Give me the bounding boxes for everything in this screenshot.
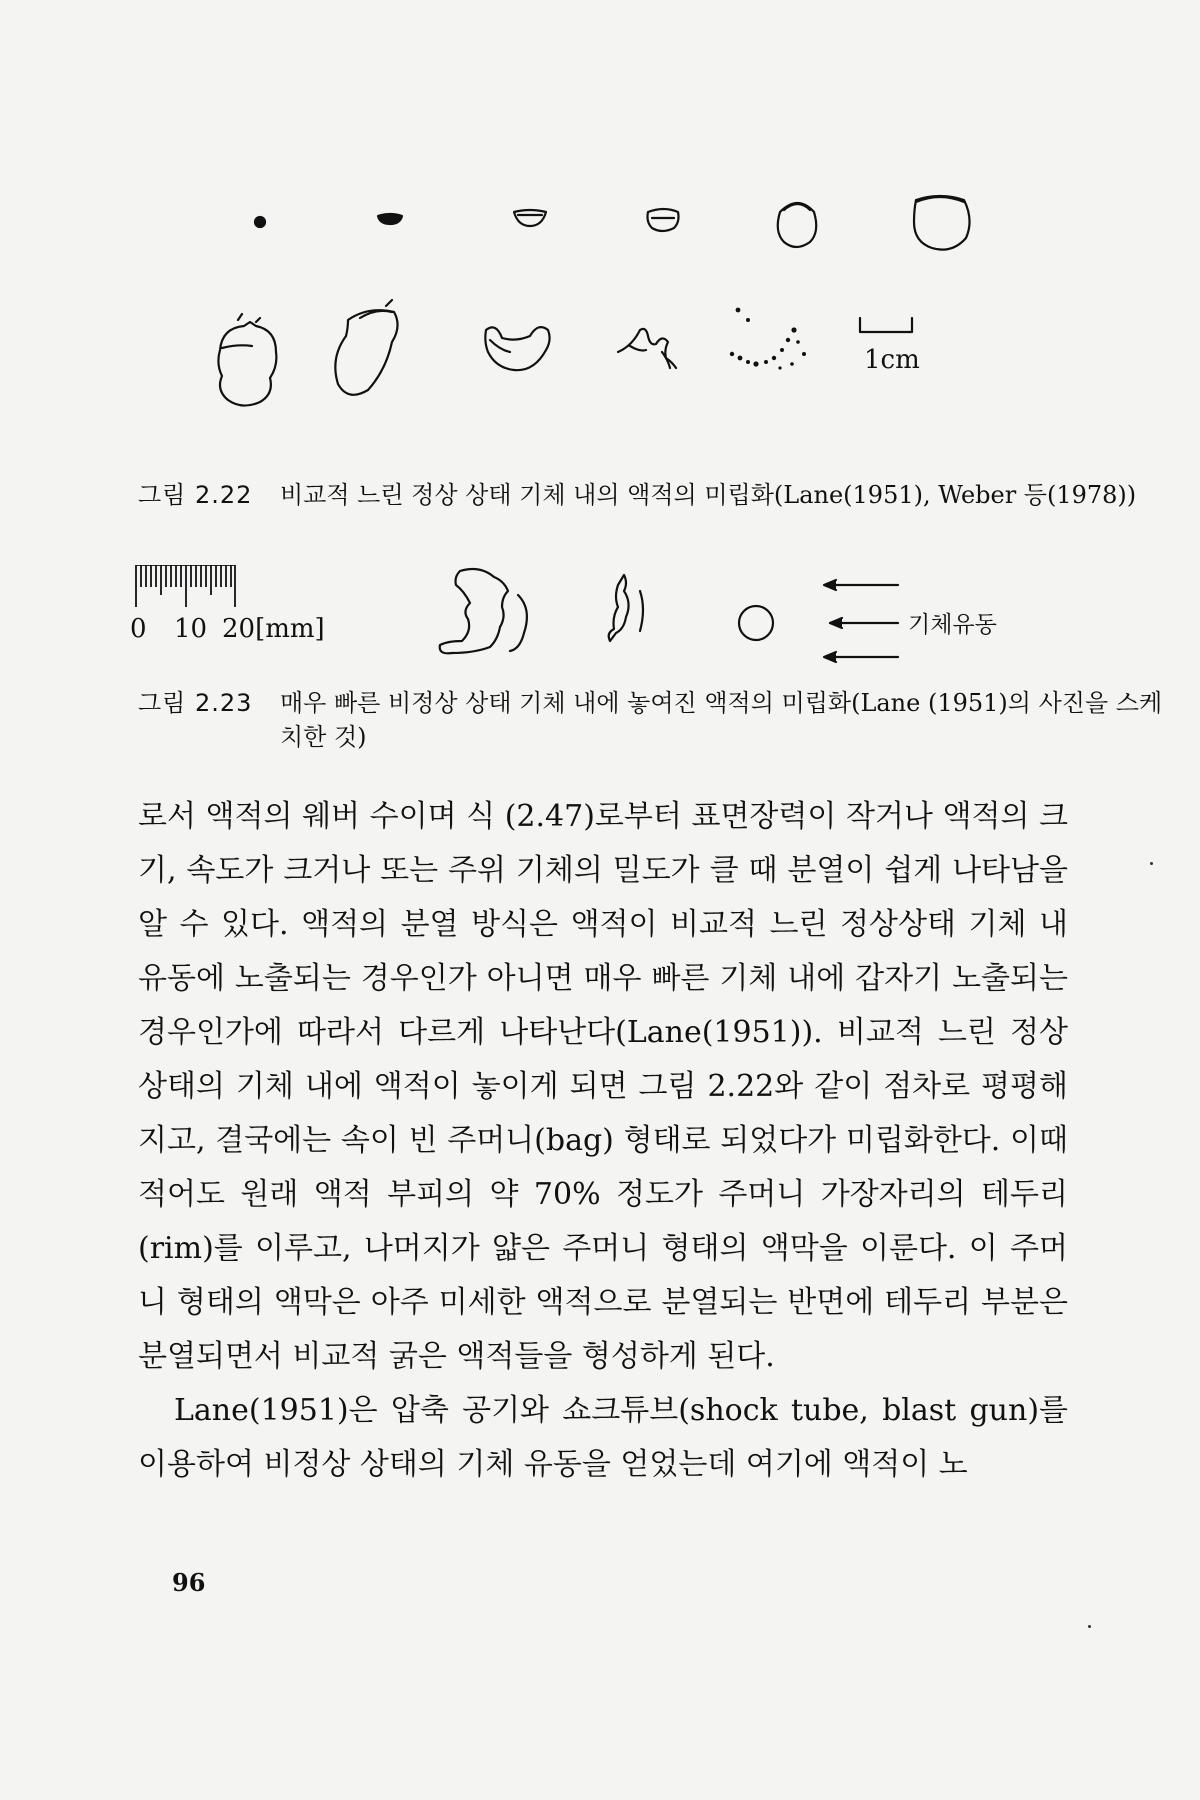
flow-label: 기체유동 <box>908 612 997 638</box>
droplet-stage-3 <box>514 210 546 226</box>
scan-speck <box>1150 862 1153 865</box>
ruler-tick-0: 0 <box>130 614 147 644</box>
paragraph-2: Lane(1951)은 압축 공기와 쇼크튜브(shock tube, blast gun)를 이용하여 비정상 상태의 기체 유동을 얻었는데 여기에 액적이 노 <box>138 1393 1068 1482</box>
caption-number: 그림 2.23 <box>138 689 253 717</box>
ruler-tick-10: 10 <box>174 614 208 644</box>
caption-text: 매우 빠른 비정상 상태 기체 내에 놓여진 액적의 미립화(Lane (1951)의 사진을 스케치한 것) <box>280 689 1163 751</box>
droplet-sheared-small <box>609 575 629 641</box>
body-text <box>138 790 1068 1492</box>
paragraph-1: 로서 액적의 웨버 수이며 식 (2.47)로부터 표면장력이 작거나 액적의 크기, 속도가 크거나 또는 주위 기체의 밀도가 클 때 분열이 쉽게 나타남을 알 수 있다. 액적의 분열 방식은 액적이 비교적 느린 정상상태 기체 내 유동에 노출되는 경우인가 아니면 매우 빠른 기체 내에 갑자기 노출되는 경우인가에 따라서 다르게 나타난다(Lane(1951)). 비교적 느린 정상상태의 기체 내에 액적이 놓이게 되면 그림 2.22와 같이 점차로 평평해지고, 결국에는 속이 빈 주머니(bag) 형태로 되었다가 미립화한다. 이때 적어도 원래 액적 부피의 약 70% 정도가 주머니 가장자리의 테두리(rim)를 이루고, 나머지가 얇은 주머니 형태의 액막을 이룬다. 이 주머니 형태의 액막은 아주 미세한 액적으로 분열되는 반면에 테두리 부분은 분열되면서 비교적 굵은 액적들을 형성하게 된다. <box>138 799 1068 1374</box>
scale-bar <box>860 318 912 332</box>
scan-speck <box>1088 1625 1091 1628</box>
scale-bar-label: 1cm <box>864 345 920 375</box>
droplet-sheared-edge-2 <box>640 591 643 631</box>
droplet-stage-4 <box>648 209 679 231</box>
droplet-stage-8 <box>335 300 397 395</box>
caption-number: 그림 2.22 <box>138 481 253 509</box>
figure-2-23-caption <box>138 686 1180 754</box>
droplet-stage-1 <box>255 217 265 227</box>
droplet-stage-2 <box>378 214 402 224</box>
droplet-sheared-large <box>440 569 508 653</box>
ruler <box>136 565 235 607</box>
droplet-stage-9 <box>485 327 549 370</box>
droplet-stage-5 <box>778 203 817 247</box>
page-number: 96 <box>172 1568 206 1597</box>
ruler-tick-20: 20[mm] <box>222 614 325 644</box>
droplet-stage-10 <box>618 329 676 368</box>
caption-text: 비교적 느린 정상 상태 기체 내의 액적의 미립화(Lane(1951), Weber 등(1978)) <box>280 481 1137 509</box>
figure-2-22-caption <box>138 478 1180 512</box>
figure-2-22-drawing <box>200 170 980 470</box>
droplet-sheared-edge-1 <box>510 595 527 651</box>
droplet-stage-7 <box>218 314 276 406</box>
droplet-stage-6 <box>914 196 970 250</box>
figure-2-23-drawing <box>130 565 1080 680</box>
droplet-round <box>739 606 773 640</box>
droplet-stage-11 <box>730 308 806 370</box>
